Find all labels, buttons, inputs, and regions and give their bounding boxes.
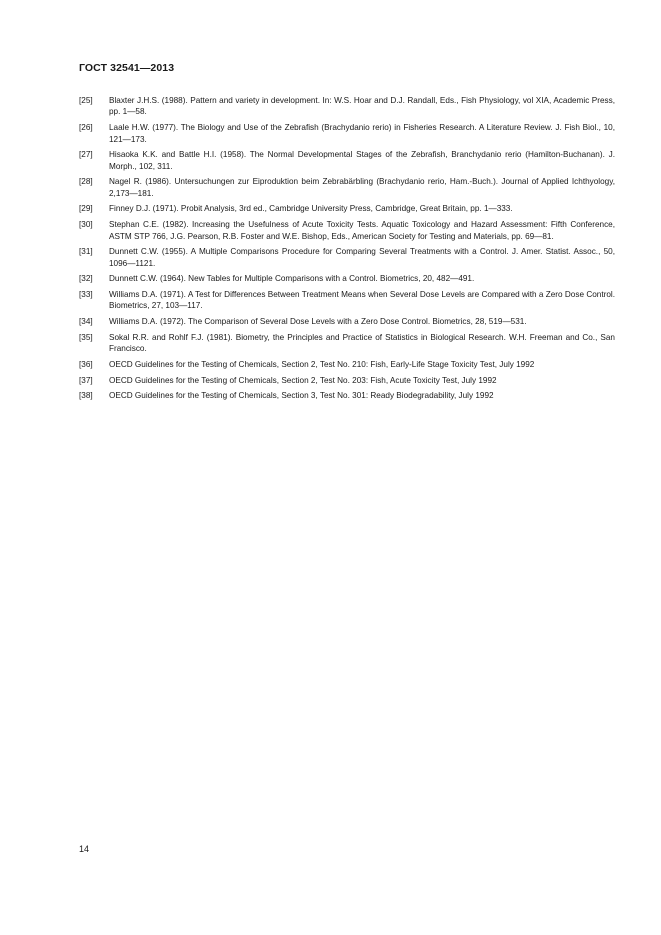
- bibliography-list: [79, 95, 615, 406]
- reference-item: [79, 176, 615, 199]
- reference-number: [30]: [79, 220, 93, 230]
- reference-number: [27]: [79, 150, 93, 160]
- reference-number: [25]: [79, 96, 93, 105]
- reference-number: [33]: [79, 290, 93, 300]
- reference-item: [79, 95, 615, 118]
- reference-text: Laale H.W. (1977). The Biology and Use of the Zebrafish (Brachydanio rerio) in Fisheries Research. A Literature Review. J. Fish Biol., 10, 121—173.: [109, 123, 615, 144]
- reference-text: Dunnett C.W. (1955). A Multiple Comparisons Procedure for Comparing Several Treatments with a Control. J. Amer. Statist. Assoc., 50, 1096—1121.: [109, 247, 615, 268]
- reference-item: [79, 122, 615, 145]
- reference-text: Williams D.A. (1972). The Comparison of Several Dose Levels with a Zero Dose Control. Biometrics, 28, 519—531.: [109, 317, 527, 327]
- reference-item: [79, 246, 615, 269]
- reference-item: [79, 316, 615, 327]
- reference-text: Nagel R. (1986). Untersuchungen zur Eiproduktion beim Zebrabärbling (Brachydanio rerio, Ham.-Buch.). Journal of Applied Ichthyology, 2,173—181.: [109, 177, 615, 198]
- reference-item: [79, 332, 615, 355]
- reference-number: [31]: [79, 247, 93, 257]
- reference-text: Dunnett C.W. (1964). New Tables for Multiple Comparisons with a Control. Biometrics, 20, 482—491.: [109, 274, 475, 284]
- reference-number: [34]: [79, 317, 93, 327]
- reference-item: [79, 375, 615, 386]
- standard-designation: ГОСТ 32541—2013: [79, 62, 175, 74]
- reference-item: [79, 289, 615, 312]
- reference-number: [35]: [79, 332, 93, 342]
- reference-text: Hisaoka K.K. and Battle H.I. (1958). The Normal Developmental Stages of the Zebrafish, Branchydanio rerio (Hamilton-Buchanan). J. Morph., 102, 311.: [109, 150, 615, 171]
- reference-item: [79, 203, 615, 214]
- page-number: 14: [79, 844, 90, 854]
- reference-number: [37]: [79, 375, 93, 385]
- reference-number: [26]: [79, 123, 93, 133]
- reference-item: [79, 219, 615, 242]
- reference-text: OECD Guidelines for the Testing of Chemicals, Section 2, Test No. 210: Fish, Early-Life Stage Toxicity Test, July 1992: [109, 359, 535, 369]
- reference-number: [28]: [79, 177, 93, 187]
- reference-text: Stephan C.E. (1982). Increasing the Usefulness of Acute Toxicity Tests. Aquatic Toxicology and Hazard Assessment: Fifth Conference, ASTM STP 766, J.G. Pearson, R.B. Foster and W.E. Bishop, Eds., American Society for Testing and Materials, pp. 69—81.: [109, 220, 615, 241]
- reference-number: [38]: [79, 391, 93, 401]
- reference-number: [32]: [79, 274, 93, 284]
- reference-text: Sokal R.R. and Rohlf F.J. (1981). Biometry, the Principles and Practice of Statistics in Biological Research. W.H. Freeman and Co., San Francisco.: [109, 332, 615, 354]
- reference-item: [79, 359, 615, 370]
- reference-item: [79, 390, 615, 401]
- reference-text: OECD Guidelines for the Testing of Chemicals, Section 2, Test No. 203: Fish, Acute Toxicity Test, July 1992: [109, 375, 497, 385]
- reference-text: Finney D.J. (1971). Probit Analysis, 3rd ed., Cambridge University Press, Cambridge, Great Britain, pp. 1—333.: [109, 204, 513, 214]
- reference-number: [36]: [79, 359, 93, 369]
- reference-text: Blaxter J.H.S. (1988). Pattern and variety in development. In: W.S. Hoar and D.J. Randall, Eds., Fish Physiology, vol XIA, Academic Press, pp. 1—58.: [109, 96, 615, 117]
- reference-text: Williams D.A. (1971). A Test for Differences Between Treatment Means when Several Dose Levels are Compared with a Zero Dose Control. Biometrics, 27, 103—117.: [109, 290, 615, 311]
- reference-item: [79, 273, 615, 284]
- reference-number: [29]: [79, 204, 93, 214]
- reference-item: [79, 149, 615, 172]
- reference-text: OECD Guidelines for the Testing of Chemicals, Section 3, Test No. 301: Ready Biodegradability, July 1992: [109, 391, 494, 401]
